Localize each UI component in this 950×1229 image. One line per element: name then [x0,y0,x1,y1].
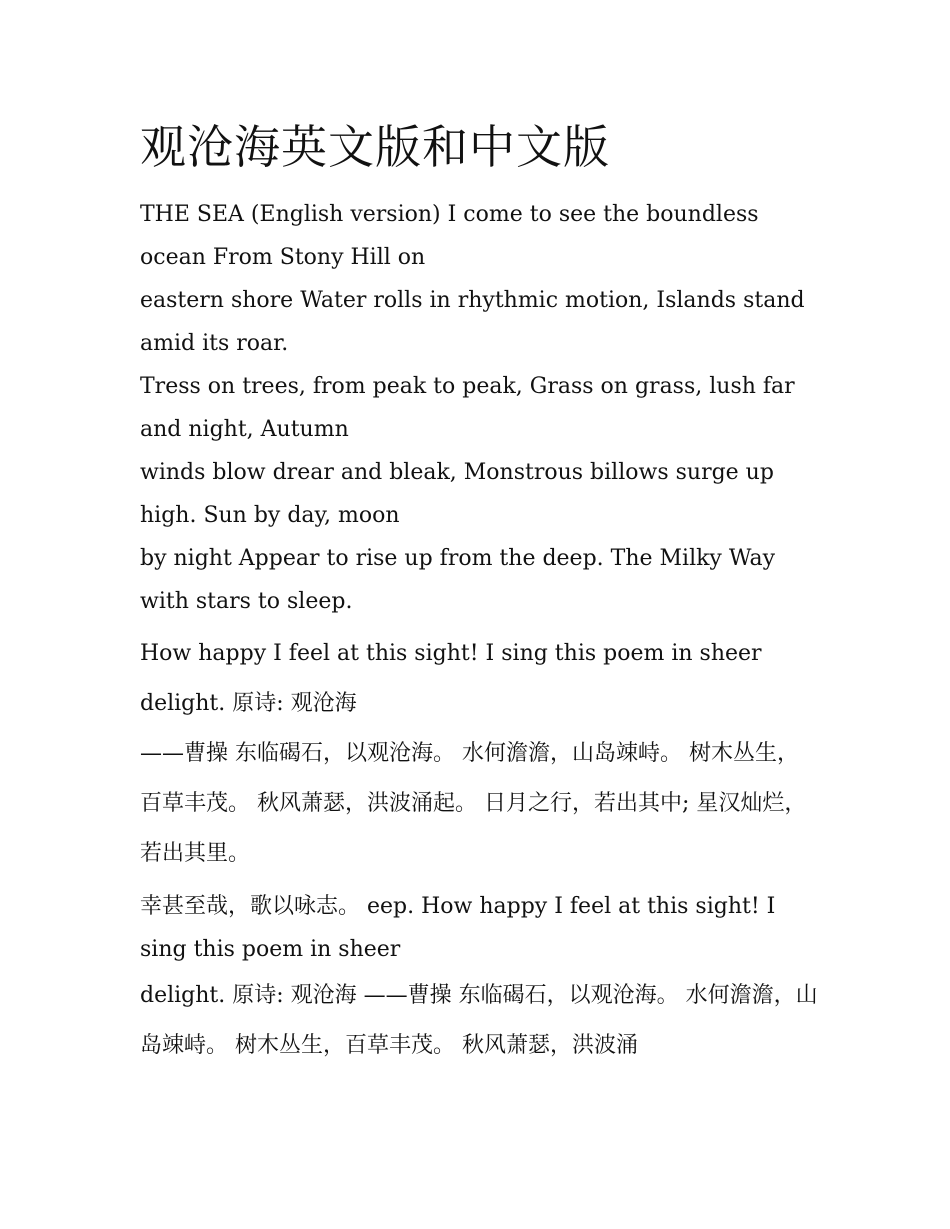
paragraph-line-8: 幸甚至哉，歌以咏志。 eep. How happy I feel at this sight! I sing this poem in sheer [140,894,776,962]
paragraph-line-2: eastern shore Water rolls in rhythmic motion, Islands stand amid its roar. [140,288,805,356]
paragraph-line-5: by night Appear to rise up from the deep. The Milky Way with stars to sleep. [140,546,776,614]
paragraph-line-6: How happy I feel at this sight! I sing this poem in sheer delight. 原诗: 观沧海 [140,641,762,716]
paragraph-line-7: ——曹操 东临碣石，以观沧海。 水何澹澹，山岛竦峙。 树木丛生，百草丰茂。 秋风萧瑟，洪波涌起。 日月之行，若出其中; 星汉灿烂，若出其里。 [140,741,807,866]
paragraph-line-9: delight. 原诗: 观沧海 ——曹操 东临碣石，以观沧海。 水何澹澹，山岛竦峙。 树木丛生，百草丰茂。 秋风萧瑟，洪波涌 [140,983,818,1058]
document-title: 观沧海英文版和中文版 [140,120,610,174]
paragraph-line-1: THE SEA (English version) I come to see the boundless ocean From Stony Hill on [140,202,759,270]
paragraph-line-3: Tress on trees, from peak to peak, Grass on grass, lush far and night, Autumn [140,374,795,442]
document-page [140,115,820,1071]
paragraph-line-4: winds blow drear and bleak, Monstrous billows surge up high. Sun by day, moon [140,460,774,528]
